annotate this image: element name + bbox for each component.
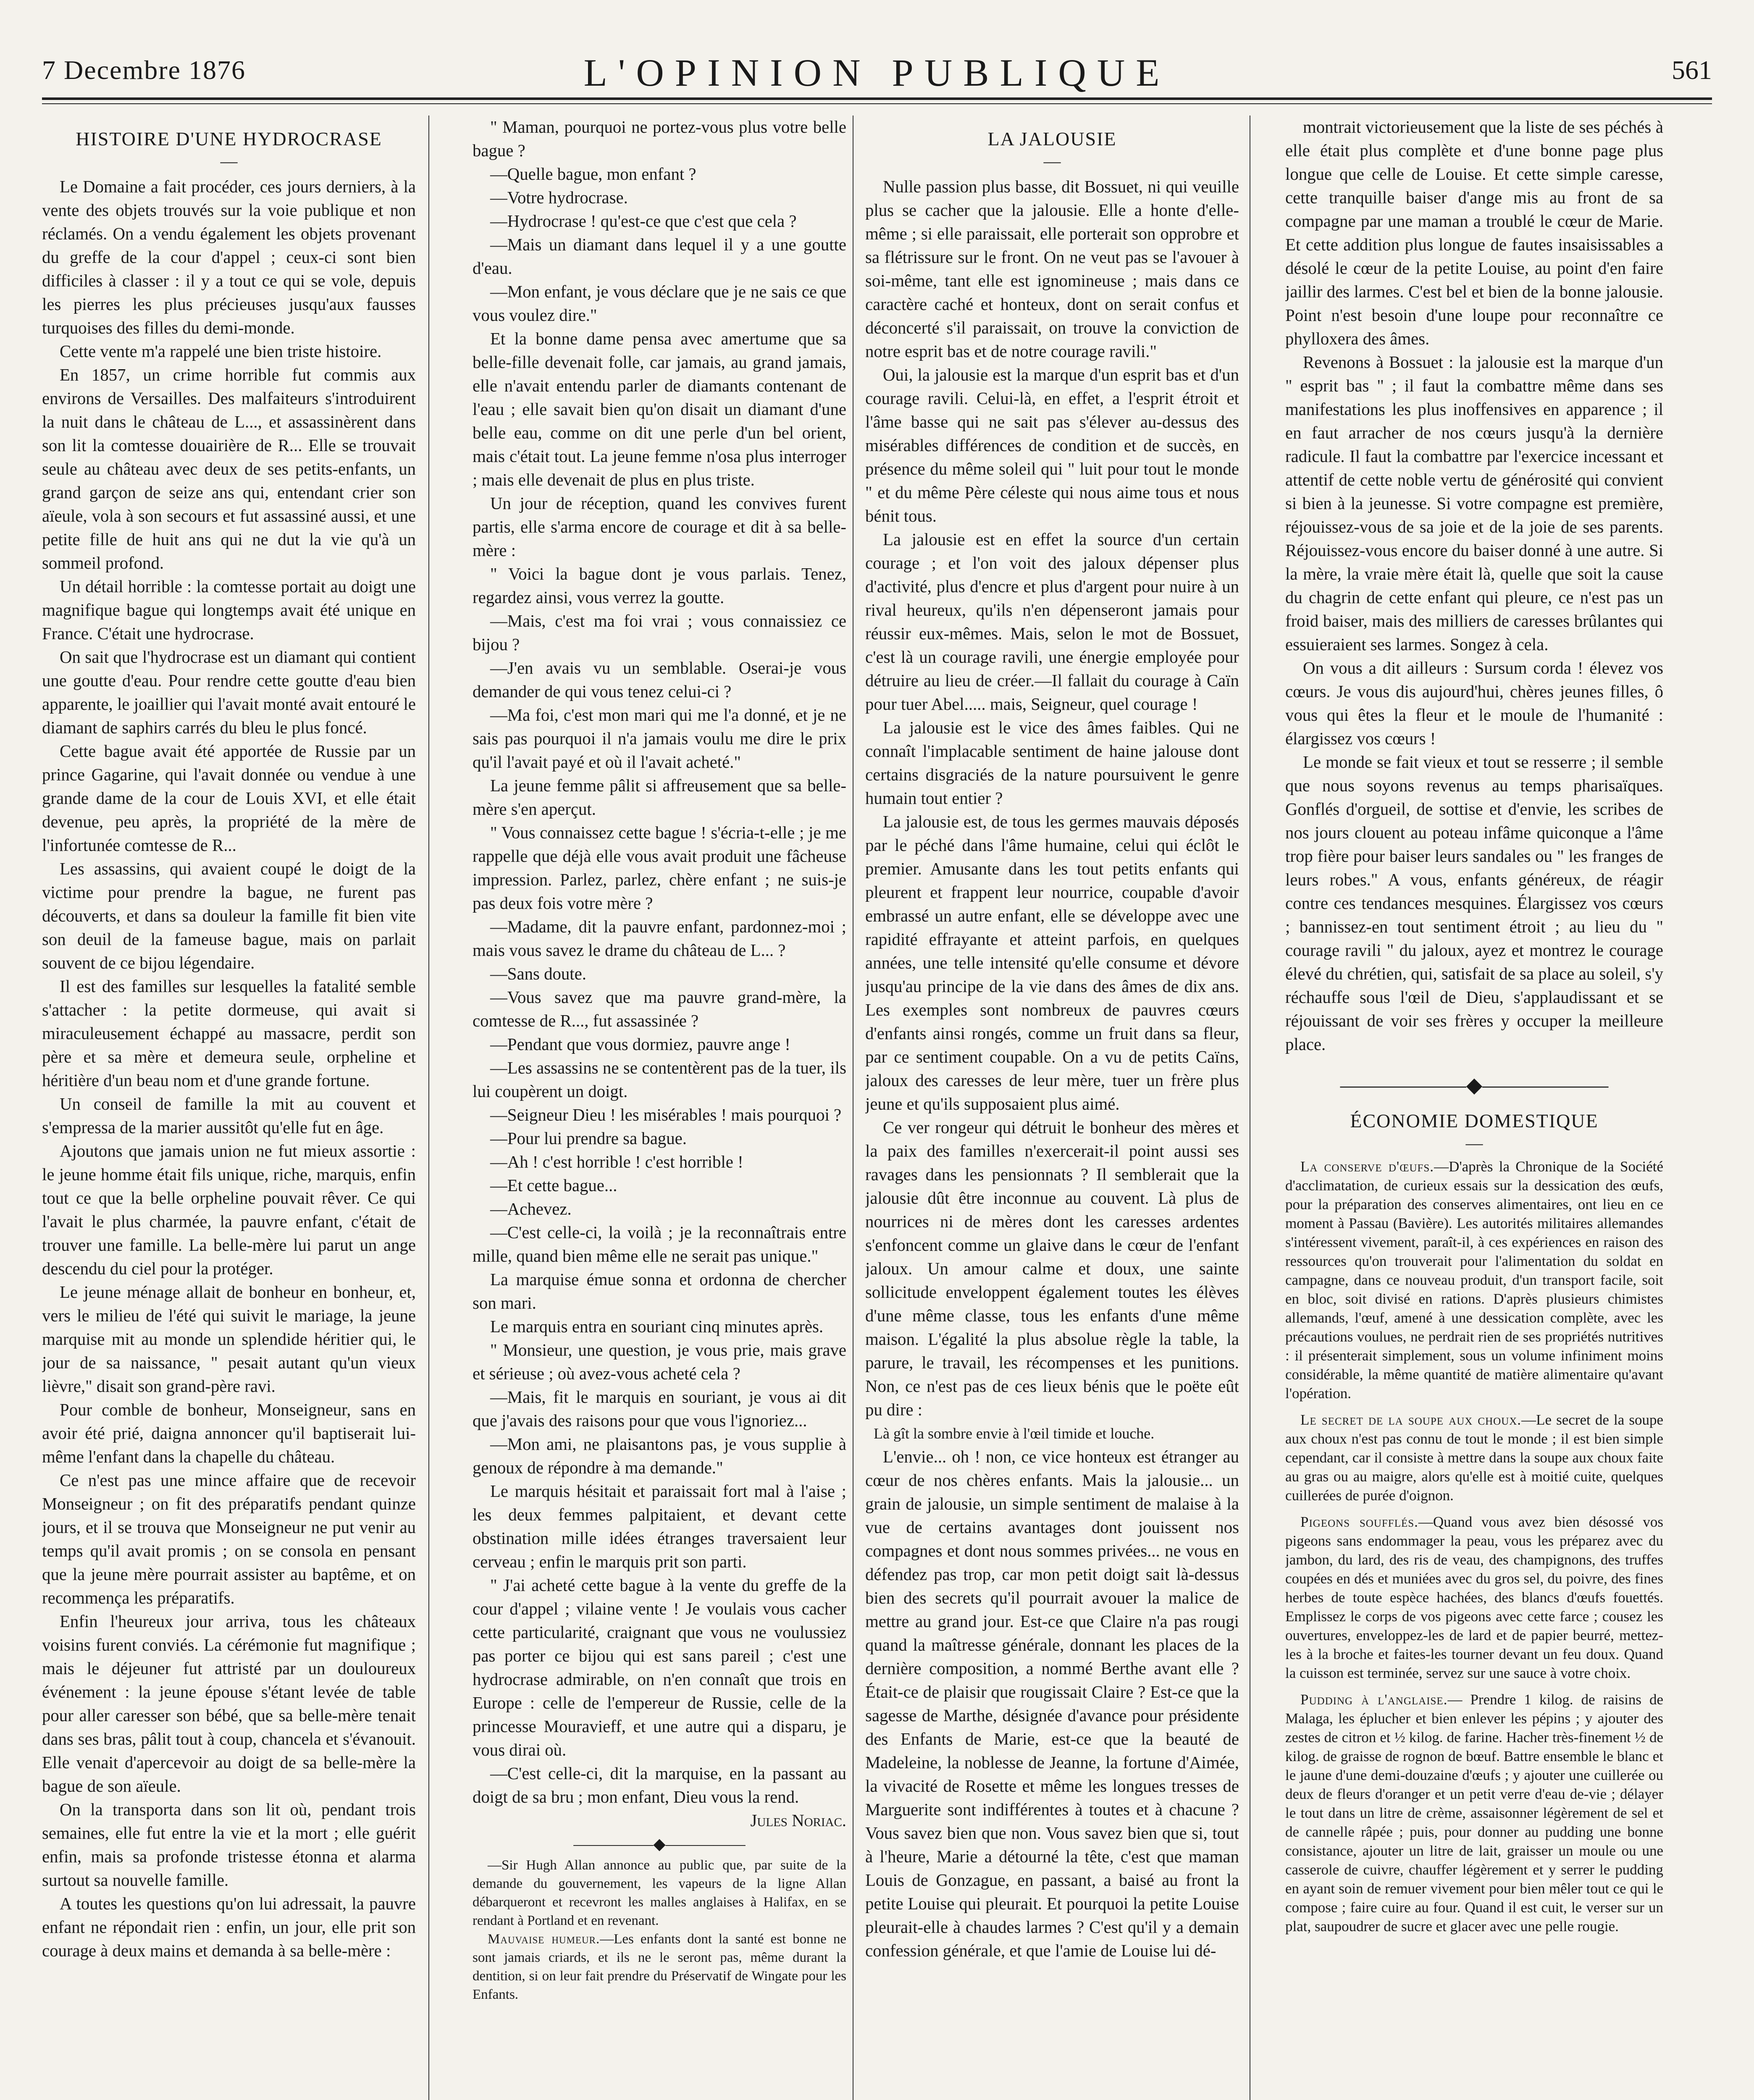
column-1 xyxy=(42,116,416,2100)
paragraph: La jalousie est le vice des âmes faibles. Qui ne connaît l'implacable sentiment de haine jalouse dont certains disgraciés de la nature poursuivent le genre humain tout entier ? xyxy=(865,718,1239,808)
paragraph: —Et cette bague... xyxy=(490,1176,617,1195)
recipe-title: Le secret de la soupe aux choux. xyxy=(1300,1412,1522,1428)
article-body-jalousie xyxy=(865,175,1239,1422)
paragraph: La jalousie est, de tous les germes mauvais déposés par le péché dans l'âme humaine, celui qui éclôt le premier. Amusante dans les tout petits enfants qui pleurent et frappent leur nourrice, coupable d'avoir embrassé un autre enfant, elle se développe avec une rapidité effrayante et atteint parfois, en quelques années, une telle intensité qu'elle consume et dévore jusqu'au principe de la vie dans des âmes de dix ans. Les exemples sont nombreux de pauvres cœurs d'enfants ainsi rongés, comme un fruit dans sa fleur, par ce sentiment coupable. On a vu de petits Caïns, jaloux des caresses de leur mère, tuer un frère plus jeune et qu'ils supposaient plus aimé. xyxy=(865,812,1239,1113)
paragraph: " Vous connaissez cette bague ! s'écria-t-elle ; je me rappelle que déjà elle vous avait produit une fâcheuse impression. Parlez, parlez, chère enfant ; ne suis-je pas deux fois votre mère ? xyxy=(473,823,846,913)
paragraph: Ce ver rongeur qui détruit le bonheur des mères et la paix des familles n'exercerait-il point aussi ses ravages dans les pensionnats ? Il semblerait que la jalousie dût être inconnue au couvent. Là plus de nourrices ni de mères dont les caresses ardentes s'enfoncent comme un glaive dans le cœur de l'enfant jaloux. Un amour calme et doux, une sainte sollicitude enveloppent également toutes les élèves d'une même classe, tous les enfants d'une même maison. L'égalité la plus absolue règle la table, la parure, le travail, les récompenses et les punitions. Non, ce n'est pas de ces lieux bénis que le poëte eût pu dire : xyxy=(865,1118,1239,1419)
article-body-hydrocrase xyxy=(42,175,416,1963)
paragraph: Le Domaine a fait procéder, ces jours derniers, à la vente des objets trouvés sur la voie publique et non réclamés. On a vendu également les objets provenant du greffe de la cour d'appel ; ceux-ci sont bien difficiles à classer : il y a tout ce qui se vole, depuis les pierres les plus précieuses jusqu'aux fausses turquoises des filles du demi-monde. xyxy=(42,177,416,337)
paragraph: —J'en avais vu un semblable. Oserai-je vous demander de qui vous tenez celui-ci ? xyxy=(473,659,846,701)
paragraph: Ce n'est pas une mince affaire que de recevoir Monseigneur ; on fit des préparatifs pendant quinze jours, et il se trouva que Monseigneur ne put venir au temps qu'il avait promis ; on se consola en pensant que la jeune mère pourrait assister au baptême, et on recommença les préparatifs. xyxy=(42,1471,416,1607)
economie-recipes xyxy=(1285,1157,1663,1936)
recipe-title: Pigeons soufflés. xyxy=(1300,1514,1418,1530)
heading-dash: — xyxy=(1043,152,1061,171)
article-heading-hydrocrase: HISTOIRE D'UNE HYDROCRASE xyxy=(76,128,382,150)
paragraph: —C'est celle-ci, dit la marquise, en la passant au doigt de sa bru ; mon enfant, Dieu vous la rend. xyxy=(473,1764,846,1806)
paragraph: Et la bonne dame pensa avec amertume que sa belle-fille devenait folle, car jamais, au grand jamais, elle n'avait entendu parler de diamants contenant de l'eau ; elle savait bien qu'on disait un diamant d'une belle eau, comme on dit une perle d'un bel orient, mais c'était tout. La jeune femme n'osa plus interroger ; mais elle devenait de plus en plus triste. xyxy=(473,329,846,489)
paragraph: " Maman, pourquoi ne portez-vous plus votre belle bague ? xyxy=(473,118,846,160)
column-divider xyxy=(428,116,429,2100)
paragraph: Un détail horrible : la comtesse portait au doigt une magnifique bague qui longtemps avait été unique en France. C'était une hydrocrase. xyxy=(42,577,416,643)
paragraph: —Pendant que vous dormiez, pauvre ange ! xyxy=(490,1035,790,1054)
paragraph: —Mais, fit le marquis en souriant, je vous ai dit que j'avais des raisons pour que vous l'ignoriez... xyxy=(473,1388,846,1430)
paragraph: Le marquis hésitait et paraissait fort mal à l'aise ; les deux femmes palpitaient, et devant cette obstination mille idées étranges traversaient leur cerveau ; enfin le marquis prit son parti. xyxy=(473,1482,846,1571)
paragraph: La jalousie est en effet la source d'un certain courage ; et l'on voit des jaloux dépenser plus d'activité, plus d'encre et plus d'argent pour nuire à un rival heureux, qu'ils n'en dépenseront jamais pour réussir eux-mêmes. Mais, selon le mot de Bossuet, c'est là un courage ravili, une énergie employée pour détruire au lieu de créer.—Il fallait du courage à Caïn pour tuer Abel..... mais, Seigneur, quel courage ! xyxy=(865,530,1239,714)
paragraph: —Hydrocrase ! qu'est-ce que c'est que cela ? xyxy=(490,212,797,231)
recipe-item xyxy=(1285,1410,1663,1505)
paragraph: Cette vente m'a rappelé une bien triste histoire. xyxy=(60,342,382,361)
heading-dash: — xyxy=(220,152,238,171)
paragraph: La marquise émue sonna et ordonna de chercher son mari. xyxy=(473,1270,846,1312)
paragraph: " J'ai acheté cette bague à la vente du greffe de la cour d'appel ; vilaine vente ! Je voulais vous cacher cette particularité, craignant que vous ne voulussiez pas porter ce bijou qui est sans pareil ; c'est une hydrocrase admirable, on n'en connaît que trois en Europe : celle de l'empereur de Russie, celle de la princesse Mouravieff, et une autre qui a disparu, je vous dirai où. xyxy=(473,1576,846,1759)
paragraph: La jeune femme pâlit si affreusement que sa belle-mère s'en aperçut. xyxy=(473,776,846,819)
paragraph: A toutes les questions qu'on lui adressait, la pauvre enfant ne répondait rien : enfin, un jour, elle prit son courage à deux mains et demanda à sa belle-mère : xyxy=(42,1894,416,1960)
news-brief-wingate xyxy=(473,1930,846,2004)
article-body-jalousie-cont xyxy=(1285,116,1663,1056)
column-4 xyxy=(1285,116,1663,2100)
heading-dash: — xyxy=(1465,1134,1483,1152)
column-2 xyxy=(473,116,846,2100)
paragraph: —Madame, dit la pauvre enfant, pardonnez-moi ; mais vous savez le drame du château de L... ? xyxy=(473,917,846,960)
article-heading-jalousie: LA JALOUSIE xyxy=(987,128,1117,150)
paragraph: —Ah ! c'est horrible ! c'est horrible ! xyxy=(490,1152,743,1171)
paragraph: montrait victorieusement que la liste de ses péchés à elle était plus complète et d'une bonne page plus longue que celle de Louise. Et cette simple caresse, cette tranquille baiser d'ange mis au front de sa compagne par une maman a troublé le cœur de Marie. Et cette addition plus longue de fautes insaisissables a désolé le cœur de la petite Louise, au point d'en faire jaillir des larmes. C'est bel et bien de la bonne jalousie. Point n'est besoin d'une loupe pour reconnaître ce phylloxera des âmes. xyxy=(1285,118,1663,348)
paragraph: " Monsieur, une question, je vous prie, mais grave et sérieuse ; où avez-vous acheté cela ? xyxy=(473,1341,846,1383)
recipe-title: La conserve d'œufs. xyxy=(1300,1158,1434,1175)
paragraph: Un conseil de famille la mit au couvent et s'empressa de la marier aussitôt qu'elle fut en âge. xyxy=(42,1095,416,1137)
paragraph: Oui, la jalousie est la marque d'un esprit bas et d'un courage ravili. Celui-là, en effet, a l'esprit étroit et l'âme basse qui ne sait pas s'élever au-dessus des misérables différences de condition et de succès, en présence du même soleil qui " luit pour tout le monde " et du même Père céleste qui nous aime tous et nous bénit tous. xyxy=(865,365,1239,525)
recipe-item xyxy=(1285,1157,1663,1403)
author-signature: Jules Noriac. xyxy=(750,1811,846,1830)
news-brief-allan: —Sir Hugh Allan annonce au public que, par suite de la demande du gouvernement, les vapeurs de la ligne Allan débarqueront et recevront les malles anglaises à Halifax, en se rendant à Portland et en revenant. xyxy=(473,1858,846,1928)
paragraph: En 1857, un crime horrible fut commis aux environs de Versailles. Des malfaiteurs s'introduirent la nuit dans le château de L..., et assassinèrent dans son lit la comtesse douairière de R... Elle se trouvait seule au château avec deux de ses petits-enfants, un grand garçon de seize ans qui, entendant crier son aïeule, vola à son secours et fut assassiné aussi, et une petite fille de huit ans qui ne dut la vie qu'à un sommeil profond. xyxy=(42,365,416,572)
paragraph: Nulle passion plus basse, dit Bossuet, ni qui veuille plus se cacher que la jalousie. Elle a honte d'elle-même ; si elle paraissait, elle porterait son opprobre et sa flétrissure sur le front. On ne veut pas se l'avouer à soi-même, tant elle est ignomineuse ; mais dans ce caractère caché et honteux, dont on serait confus et déconcerté s'il paraissait, on trouve la conviction de notre esprit bas et de notre courage ravili." xyxy=(865,177,1239,361)
recipe-item xyxy=(1285,1690,1663,1936)
paragraph: Il est des familles sur lesquelles la fatalité semble s'attacher : la petite dormeuse, qui avait si miraculeusement échappé au massacre, perdit son père et sa mère et demeura seule, orpheline et héritière d'un beau nom et d'une grande fortune. xyxy=(42,977,416,1090)
paragraph: Un jour de réception, quand les convives furent partis, elle s'arma encore de courage et dit à sa belle-mère : xyxy=(473,494,846,560)
paragraph: On la transporta dans son lit où, pendant trois semaines, elle fut entre la vie et la mort ; elle guérit enfin, mais sa profonde tristesse étonna et alarma surtout sa nouvelle famille. xyxy=(42,1800,416,1890)
paragraph: Pour comble de bonheur, Monseigneur, sans en avoir été prié, daigna annoncer qu'il baptiserait lui-même l'enfant dans la chapelle du château. xyxy=(42,1400,416,1466)
paragraph: Le marquis entra en souriant cinq minutes après. xyxy=(490,1317,824,1336)
paragraph: —Vous savez que ma pauvre grand-mère, la comtesse de R..., fut assassinée ? xyxy=(473,988,846,1030)
column-3 xyxy=(865,116,1239,2100)
paragraph: Enfin l'heureux jour arriva, tous les châteaux voisins furent conviés. La cérémonie fut magnifique ; mais le déjeuner fut attristé par un douloureux événement : la jeune épouse s'étant levée de table pour aller caresser son bébé, que sa belle-mère tenait dans ses bras, pâlit tout à coup, chancela et s'évanouit. Elle venait d'apercevoir au doigt de sa belle-mère la bague de son aïeule. xyxy=(42,1612,416,1796)
article-body-jalousie-2 xyxy=(865,1445,1239,1963)
paragraph: On vous a dit ailleurs : Sursum corda ! élevez vos cœurs. Je vous dis aujourd'hui, chères jeunes filles, ô vous qui êtes la fleur et le moule de l'humanité : élargissez vos cœurs ! xyxy=(1285,659,1663,748)
recipe-text: —Le secret de la soupe aux choux n'est pas connu de tout le monde ; il est bien simple cependant, car il consiste à mettre dans la soupe aux choux faite au gras ou au maigre, alors qu'elle est à moitié cuite, quelques cuillerées de purée d'oignon. xyxy=(1285,1412,1663,1504)
recipe-text: — Prendre 1 kilog. de raisins de Malaga, les éplucher et bien enlever les pépins ; y ajouter des zestes de citron et ½ kilog. de farine. Hacher très-finement ½ de kilog. de graisse de rognon de bœuf. Battre ensemble le blanc et le jaune d'une demi-douzaine d'œufs ; y ajouter une cuillerée ou deux de fleurs d'oranger et un petit verre d'eau de-vie ; délayer le tout dans un litre de crème, assaisonner légèrement de sel et de cannelle râpée ; puis, pour donner au pudding une bonne consistance, ajouter un litre de lait, graisser un moule ou une casserole de cuivre, chauffer légèrement et y serrer le pudding en ayant soin de remuer vivement pour bien mêler tout ce qui le compose ; faire cuire au four. Quand il est cuit, le verser sur un plat, saupoudrer de sucre et glacer avec une pelle rougie. xyxy=(1285,1691,1663,1935)
paragraph: Revenons à Bossuet : la jalousie est la marque d'un " esprit bas " ; il faut la combattre même dans ses manifestations les plus inoffensives en apparence ; il en faut arracher de nos cœurs jusqu'à la dernière radicule. Il faut la combattre par l'exercice incessant et attentif de cette noble vertu de générosité qui convient si bien à la jeunesse. Si votre compagne est première, réjouissez-vous de sa joie et de la joie de ses parents. Réjouissez-vous encore du baiser donné à une autre. Si la mère, la vraie mère était là, quelle que soit la cause du chagrin de cette enfant qui pleure, ce n'est pas un froid baiser, mais des milliers de caresses brûlantes qui essuieraient ses larmes. Songez à cela. xyxy=(1285,353,1663,654)
issue-date: 7 Decembre 1876 xyxy=(42,55,246,85)
paragraph: —Mon enfant, je vous déclare que je ne sais ce que vous voulez dire." xyxy=(473,282,846,325)
paragraph: Cette bague avait été apportée de Russie par un prince Gagarine, qui l'avait donnée ou vendue à une grande dame de la cour de Louis XVI, et elle était devenue, peu après, la propriété de la mère de l'infortunée comtesse de R... xyxy=(42,742,416,855)
paragraph: —Seigneur Dieu ! les misérables ! mais pourquoi ? xyxy=(490,1105,842,1124)
page-number: 561 xyxy=(1672,55,1712,85)
paragraph: —Votre hydrocrase. xyxy=(490,188,628,207)
paragraph: —C'est celle-ci, la voilà ; je la reconnaîtrais entre mille, quand bien même elle ne serait pas unique." xyxy=(473,1223,846,1265)
verse-quote: Là gît la sombre envie à l'œil timide et louche. xyxy=(874,1425,1155,1442)
recipe-text: —D'après la Chronique de la Société d'acclimatation, de curieux essais sur la dessication des œufs, pour la préparation des conserves alimentaires, ont lieu en ce moment à Passau (Bavière). Les autorités militaires allemandes s'intéressent vivement, paraît-il, à ces expériences en raison des ressources qu'on trouverait pour l'alimentation du soldat en campagne, dans ce nouveau produit, d'un transport facile, soit en bloc, soit divisé en rations. D'après plusieurs chimistes allemands, l'œuf, amené à une dessication complète, avec les précautions voulues, ne perdrait rien de ses propriétés nutritives : il présenterait simplement, sous un volume infiniment moins considérable, la même quantité de matière alimentaire qu'avant l'opération. xyxy=(1285,1158,1663,1402)
header-rule xyxy=(42,97,1712,100)
page-header xyxy=(42,50,1712,101)
news-text: —Les enfants dont la santé est bonne ne sont jamais criards, et ils ne le seront pas, même durant la dentition, si on leur fait prendre du Préservatif de Wingate pour les Enfants. xyxy=(473,1932,846,2002)
paragraph: Les assassins, qui avaient coupé le doigt de la victime pour prendre la bague, ne furent pas découverts, et dans sa douleur la famille fit bien vite son deuil de la fameuse bague, mais on parlait souvent de ce bijou légendaire. xyxy=(42,859,416,972)
paragraph: —Mon ami, ne plaisantons pas, je vous supplie à genoux de répondre à ma demande." xyxy=(473,1435,846,1477)
article-heading-economie: ÉCONOMIE DOMESTIQUE xyxy=(1350,1110,1599,1131)
masthead-title: L'OPINION PUBLIQUE xyxy=(583,51,1171,94)
paragraph: " Voici la bague dont je vous parlais. Tenez, regardez ainsi, vous verrez la goutte. xyxy=(473,564,846,607)
ornament-divider: —————◆————— xyxy=(573,1835,746,1853)
paragraph: —Sans doute. xyxy=(490,964,586,983)
paragraph: Le monde se fait vieux et tout se resserre ; il semble que nous soyons revenus au temps pharisaïques. Gonflés d'orgueil, de sottise et d'envie, les scribes de nos jours clouent au poteau infâme quiconque a l'âme trop fière pour baiser leurs sandales ou " les franges de leurs robes." A vous, enfants généreux, de réagir contre ces tendances mesquines. Élargissez vos cœurs ; bannissez-en tout sentiment étroit ; au lieu du " courage ravili " du jaloux, ayez et montrez le courage élevé du chrétien, qui, satisfait de sa place au soleil, s'y réchauffe sous l'œil de Dieu, s'applaudissant et se réjouissant de voir ses frères y occuper la meilleure place. xyxy=(1285,753,1663,1054)
article-body-hydrocrase-cont xyxy=(473,116,846,1809)
news-runin: Mauvaise humeur. xyxy=(488,1932,600,1947)
header-rule-thin xyxy=(42,103,1712,104)
recipe-title: Pudding à l'anglaise. xyxy=(1300,1691,1448,1708)
recipe-item xyxy=(1285,1512,1663,1683)
paragraph: —Les assassins ne se contentèrent pas de la tuer, ils lui coupèrent un doigt. xyxy=(473,1058,846,1101)
paragraph: —Achevez. xyxy=(490,1200,572,1218)
ornament-divider: ——————◆—————— xyxy=(1340,1073,1609,1097)
paragraph: —Mais, c'est ma foi vrai ; vous connaissiez ce bijou ? xyxy=(473,612,846,654)
paragraph: L'envie... oh ! non, ce vice honteux est étranger au cœur de nos chères enfants. Mais la jalousie... un grain de jalousie, un simple sentiment de malaise à la vue de certains avantages dont jouissent nos compagnes et dont nous sommes privées... ne vous en défendez pas trop, car mon petit doigt sait là-dessus bien des secrets qu'il pourrait avouer la malice de mettre au grand jour. Est-ce que Claire n'a pas rougi quand la maîtresse générale, donnant les places de la dernière composition, a nommé Berthe avant elle ? Était-ce de plaisir que rougissait Claire ? Est-ce que la sagesse de Marthe, désignée d'avance pour présidente des Enfants de Marie, est-ce que la beauté de Madeleine, la noblesse de Jeanne, la fortune d'Aimée, la vivacité de Rosette et même les longues tresses de Marguerite sont indifférentes à toutes et à chacune ? Vous savez bien que non. Vous savez bien que si, tout à l'heure, Marie a détourné la tête, c'est que maman Louis de Gonzague, en passant, a baisé au front la petite Louise qui pleurait. Et pourquoi la petite Louise pleurait-elle à chaudes larmes ? C'est qu'il y a demain confession générale, et que l'amie de Louise lui dé- xyxy=(865,1447,1239,1960)
paragraph: Le jeune ménage allait de bonheur en bonheur, et, vers le milieu de l'été qui suivit le mariage, la jeune marquise mit au monde un splendide héritier qui, le jour de sa naissance, " pesait autant qu'un vieux lièvre," disait son grand-père ravi. xyxy=(42,1283,416,1396)
paragraph: —Ma foi, c'est mon mari qui me l'a donné, et je ne sais pas pourquoi il n'a jamais voulu me dire le prix qu'il l'avait payé et où il l'avait acheté." xyxy=(473,706,846,772)
paragraph: —Quelle bague, mon enfant ? xyxy=(490,165,696,184)
paragraph: —Mais un diamant dans lequel il y a une goutte d'eau. xyxy=(473,235,846,278)
paragraph: On sait que l'hydrocrase est un diamant qui contient une goutte d'eau. Pour rendre cette goutte d'eau bien apparente, le joaillier qui l'avait monté avait entouré le diamant de saphirs carrés du bleu le plus foncé. xyxy=(42,648,416,737)
news-briefs xyxy=(473,1856,846,2004)
paragraph: —Pour lui prendre sa bague. xyxy=(490,1129,687,1148)
recipe-text: —Quand vous avez bien désossé vos pigeons sans endommager la peau, vous les préparez avec du jambon, du lard, des ris de veau, des champignons, des truffes coupées en dés et muniées avec du gros sel, du poivre, des fines herbes de toute espèce hachées, des blancs d'œufs fouettés. Emplissez le corps de vos pigeons avec cette farce ; cousez les ouvertures, enveloppez-les de lard et de papier beurré, mettez-les à la broche et faites-les tourner devant un feu doux. Quand la cuisson est terminée, servez sur une sauce à votre choix. xyxy=(1285,1514,1663,1681)
paragraph: Ajoutons que jamais union ne fut mieux assortie : le jeune homme était fils unique, riche, marquis, enfin tout ce que la belle orpheline pouvait rêver. Ce qui l'avait le plus charmée, la pauvre enfant, c'était de trouver une famille. La belle-mère lui parut un ange descendu du ciel pour la protéger. xyxy=(42,1142,416,1278)
